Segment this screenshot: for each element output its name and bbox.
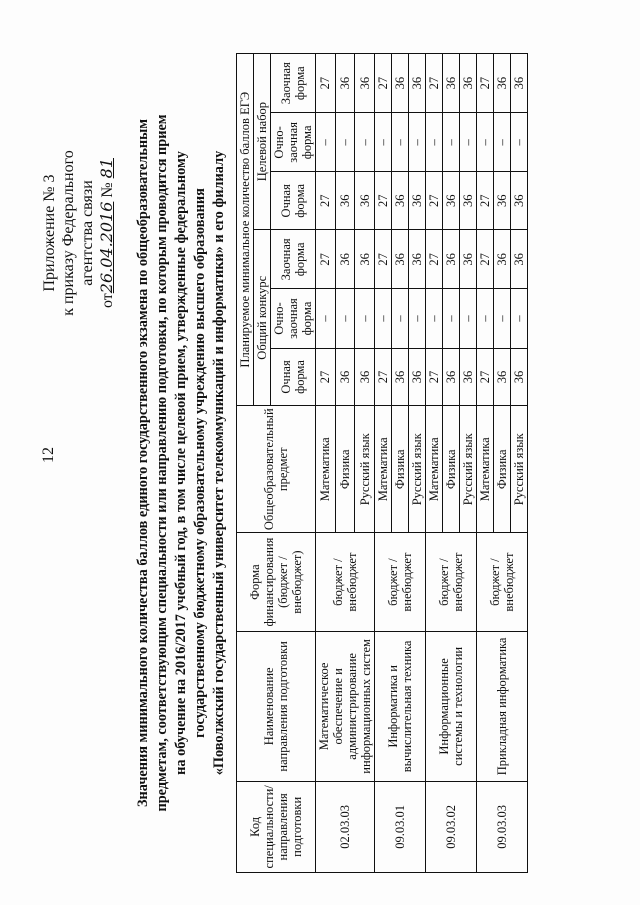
target-correspondence-score: 36 (409, 54, 426, 113)
general-fulltime-score: 27 (375, 348, 392, 406)
subject-name: Математика (375, 406, 392, 533)
subject-name: Математика (316, 406, 336, 533)
general-parttime-score: – (335, 289, 355, 348)
general-correspondence-score: 36 (392, 230, 409, 289)
target-correspondence-score: 36 (511, 54, 528, 113)
table-row (316, 54, 336, 873)
general-fulltime-score: 36 (443, 348, 460, 406)
min-scores-table (236, 53, 528, 873)
target-parttime-score: – (316, 113, 336, 172)
header-planned: Планируемое минимальное количество баллов ЕГЭ (237, 54, 254, 406)
target-parttime-score: – (409, 113, 426, 172)
subject-name: Физика (494, 406, 511, 533)
general-correspondence-score: 27 (426, 230, 443, 289)
general-correspondence-score: 27 (477, 230, 494, 289)
target-fulltime-score: 36 (460, 172, 477, 230)
financing-form: бюджет / внебюджет (316, 533, 375, 632)
target-fulltime-score: 27 (375, 172, 392, 230)
header-general-parttime: Очно- заочная форма (271, 289, 316, 348)
title-line: государственному бюджетному образовательному учреждению высшего образования (192, 188, 208, 738)
page-number: 12 (40, 447, 57, 463)
subject-name: Русский язык (355, 406, 375, 533)
general-correspondence-score: 27 (316, 230, 336, 289)
appendix-title: Приложение № 3 (41, 174, 58, 292)
subject-name: Физика (392, 406, 409, 533)
title-line: «Поволжский государственный университет телекоммуникаций и информатики» и его филиалу (211, 150, 227, 776)
target-fulltime-score: 36 (443, 172, 460, 230)
subject-name: Русский язык (460, 406, 477, 533)
header-name: Наименование направления подготовки (237, 632, 316, 782)
program-code: 09.03.01 (375, 781, 426, 872)
target-fulltime-score: 36 (355, 172, 375, 230)
general-correspondence-score: 36 (511, 230, 528, 289)
target-fulltime-score: 36 (511, 172, 528, 230)
general-parttime-score: – (375, 289, 392, 348)
program-name: Информационные системы и технологии (426, 632, 477, 782)
general-fulltime-score: 36 (460, 348, 477, 406)
appendix-date-line (97, 108, 117, 358)
target-correspondence-score: 36 (443, 54, 460, 113)
table-row (426, 54, 443, 873)
target-parttime-score: – (426, 113, 443, 172)
general-correspondence-score: 36 (335, 230, 355, 289)
target-correspondence-score: 27 (375, 54, 392, 113)
header-financing: Форма финансирования (бюджет / внебюджет) (237, 533, 316, 632)
target-correspondence-score: 27 (477, 54, 494, 113)
general-correspondence-score: 36 (443, 230, 460, 289)
appendix-agency: агентства связи (79, 180, 96, 286)
program-name: Математическое обеспечение и администрирование информационных систем (316, 632, 375, 782)
title-line: предметам, соответствующим специальности или направлению подготовки, по которым проводится прием (154, 114, 170, 812)
target-parttime-score: – (335, 113, 355, 172)
table-body (316, 54, 528, 873)
general-fulltime-score: 27 (477, 348, 494, 406)
program-code: 09.03.03 (477, 781, 528, 872)
program-code: 09.03.02 (426, 781, 477, 872)
target-parttime-score: – (494, 113, 511, 172)
general-fulltime-score: 36 (335, 348, 355, 406)
target-fulltime-score: 27 (426, 172, 443, 230)
general-fulltime-score: 36 (511, 348, 528, 406)
subject-name: Математика (477, 406, 494, 533)
target-fulltime-score: 36 (392, 172, 409, 230)
general-parttime-score: – (392, 289, 409, 348)
financing-form: бюджет / внебюджет (426, 533, 477, 632)
header-general-fulltime: Очная форма (271, 348, 316, 406)
target-correspondence-score: 36 (355, 54, 375, 113)
header-target-fulltime: Очная форма (271, 172, 316, 230)
table-row (477, 54, 494, 873)
title-line: на обучение на 2016/2017 учебный год, в том числе целевой прием, утвержденные федеральному (173, 151, 189, 775)
handwritten-date: 26.04.2016 (97, 201, 116, 294)
appendix-block (40, 108, 117, 358)
general-fulltime-score: 36 (355, 348, 375, 406)
title-line: Значения минимального количества баллов единого государственного экзамена по общеобразовательным (135, 118, 151, 808)
number-prefix: № (99, 182, 116, 198)
general-parttime-score: – (511, 289, 528, 348)
subject-name: Физика (335, 406, 355, 533)
general-correspondence-score: 36 (355, 230, 375, 289)
target-correspondence-score: 36 (335, 54, 355, 113)
general-fulltime-score: 36 (409, 348, 426, 406)
target-fulltime-score: 36 (409, 172, 426, 230)
header-general-correspondence: Заочная форма (271, 230, 316, 289)
table-row (375, 54, 392, 873)
subject-name: Русский язык (409, 406, 426, 533)
program-name: Прикладная информатика (477, 632, 528, 782)
target-parttime-score: – (511, 113, 528, 172)
general-parttime-score: – (355, 289, 375, 348)
general-parttime-score: – (494, 289, 511, 348)
header-code: Код специальности/ направления подготовки (237, 781, 316, 872)
general-fulltime-score: 36 (494, 348, 511, 406)
target-parttime-score: – (443, 113, 460, 172)
target-correspondence-score: 27 (426, 54, 443, 113)
target-fulltime-score: 36 (335, 172, 355, 230)
target-parttime-score: – (392, 113, 409, 172)
target-fulltime-score: 27 (477, 172, 494, 230)
subject-name: Математика (426, 406, 443, 533)
general-parttime-score: – (460, 289, 477, 348)
financing-form: бюджет / внебюджет (477, 533, 528, 632)
header-subject: Общеобразовательный предмет (237, 406, 316, 533)
target-fulltime-score: 36 (494, 172, 511, 230)
general-parttime-score: – (316, 289, 336, 348)
target-parttime-score: – (477, 113, 494, 172)
header-target-admission: Целевой набор (254, 54, 271, 230)
general-fulltime-score: 36 (392, 348, 409, 406)
header-target-correspondence: Заочная форма (271, 54, 316, 113)
date-prefix: от (99, 293, 116, 309)
header-general-competition: Общий конкурс (254, 230, 271, 406)
target-correspondence-score: 36 (392, 54, 409, 113)
target-correspondence-score: 36 (460, 54, 477, 113)
target-parttime-score: – (375, 113, 392, 172)
general-parttime-score: – (426, 289, 443, 348)
target-correspondence-score: 36 (494, 54, 511, 113)
general-correspondence-score: 36 (460, 230, 477, 289)
subject-name: Физика (443, 406, 460, 533)
subject-name: Русский язык (511, 406, 528, 533)
general-correspondence-score: 36 (494, 230, 511, 289)
header-target-parttime: Очно- заочная форма (271, 113, 316, 172)
program-code: 02.03.03 (316, 781, 375, 872)
general-fulltime-score: 27 (316, 348, 336, 406)
general-correspondence-score: 36 (409, 230, 426, 289)
target-parttime-score: – (355, 113, 375, 172)
document-title (134, 53, 229, 873)
financing-form: бюджет / внебюджет (375, 533, 426, 632)
general-fulltime-score: 27 (426, 348, 443, 406)
general-parttime-score: – (409, 289, 426, 348)
general-parttime-score: – (443, 289, 460, 348)
target-fulltime-score: 27 (316, 172, 336, 230)
general-parttime-score: – (477, 289, 494, 348)
program-name: Информатика и вычислительная техника (375, 632, 426, 782)
handwritten-number: 81 (97, 158, 116, 179)
appendix-order: к приказу Федерального (60, 150, 77, 316)
target-correspondence-score: 27 (316, 54, 336, 113)
target-parttime-score: – (460, 113, 477, 172)
general-correspondence-score: 27 (375, 230, 392, 289)
